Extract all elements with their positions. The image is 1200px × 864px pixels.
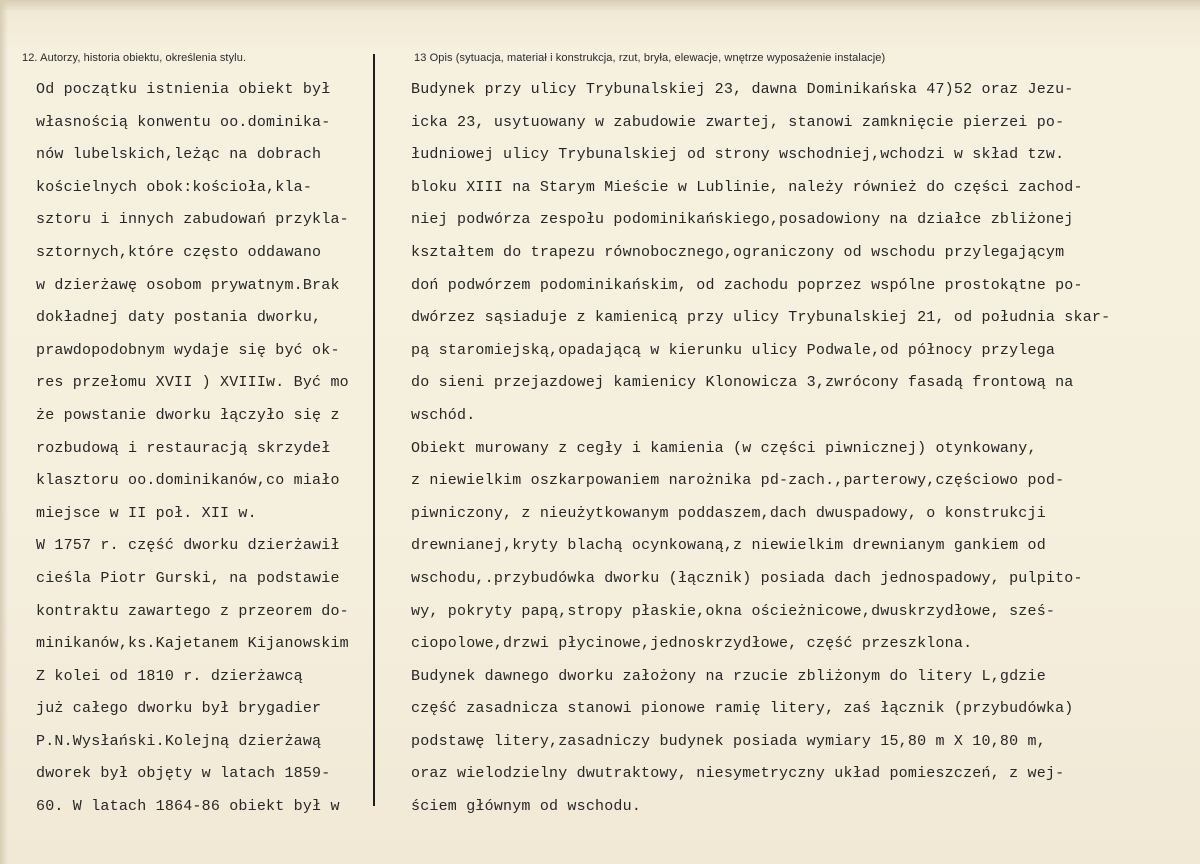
description-text-line: część zasadnicza stanowi pionowe ramię litery, zaś łącznik (przybudówka) [411,700,1074,718]
history-text-line: miejsce w II poł. XII w. [36,504,257,522]
history-text-line: sztoru i innych zabudowań przykla- [36,211,349,229]
description-text-line: podstawę litery,zasadniczy budynek posiada wymiary 15,80 m X 10,80 m, [411,732,1046,750]
description-text-line: icka 23, usytuowany w zabudowie zwartej, stanowi zamknięcie pierzei po- [411,113,1065,131]
section-13-heading: 13 Opis (sytuacja, materiał i konstrukcja, rzut, bryła, elewacje, wnętrze wyposażenie instalacje) [414,52,886,64]
history-text-line: prawdopodobnym wydaje się być ok- [36,341,340,359]
description-text-line: piwniczony, z nieużytkowanym poddaszem,dach dwuspadowy, o konstrukcji [411,504,1046,522]
description-text-line: z niewielkim oszkarpowaniem narożnika pd-zach.,parterowy,częściowo pod- [411,472,1065,490]
description-text-line: bloku XIII na Starym Mieście w Lublinie, należy również do części zachod- [411,178,1083,196]
history-text-line: P.N.Wysłański.Kolejną dzierżawą [36,732,322,750]
description-text-line: pą staromiejską,opadającą w kierunku ulicy Podwale,od północy przylega [411,341,1056,359]
description-text-line: drewnianej,kryty blachą ocynkowaną,z niewielkim drewnianym gankiem od [411,537,1046,555]
history-text-line: W 1757 r. część dworku dzierżawił [36,537,340,555]
description-text-line: niej podwórza zespołu podominikańskiego,posadowiony na działce zbliżonej [411,211,1074,229]
history-text-line: w dzierżawę osobom prywatnym.Brak [36,276,340,294]
description-text-line: wschodu,.przybudówka dworku (łącznik) posiada dach jednospadowy, pulpito- [411,569,1083,587]
description-text-line: doń podwórzem podominikańskim, od zachodu poprzez wspólne prostokątne po- [411,276,1083,294]
history-text-line: minikanów,ks.Kajetanem Kijanowskim [36,635,349,653]
history-text-line: kontraktu zawartego z przeorem do- [36,602,349,620]
history-text-line: własnością konwentu oo.dominika- [36,113,331,131]
paper-left-edge [0,0,8,864]
section-12-heading: 12. Autorzy, historia obiektu, określenia stylu. [22,52,247,64]
description-text-line: łudniowej ulicy Trybunalskiej od strony wschodniej,wchodzi w skład tzw. [411,146,1065,164]
history-text-line: res przełomu XVII ) XVIIIw. Być mo [36,374,349,392]
column-divider [373,54,375,806]
description-text-line: kształtem do trapezu równobocznego,ograniczony od wschodu przylegającym [411,243,1065,261]
history-text-line: że powstanie dworku łączyło się z [36,406,340,424]
description-column [411,74,1181,824]
history-text-line: 60. W latach 1864-86 obiekt był w [36,798,340,816]
description-text-line: ściem głównym od wschodu. [411,798,642,816]
history-text-line: cieśla Piotr Gurski, na podstawie [36,569,340,587]
history-text-line: Od początku istnienia obiekt był [36,81,331,98]
description-text-line: ciopolowe,drzwi płycinowe,jednoskrzydłowe, część przeszklona. [411,635,973,653]
description-text-line: dwórzez sąsiaduje z kamienicą przy ulicy Trybunalskiej 21, od południa skar- [411,309,1111,327]
description-text-line: wy, pokryty papą,stropy płaskie,okna ościeżnicowe,dwuskrzydłowe, sześ- [411,602,1056,620]
description-text-line: do sieni przejazdowej kamienicy Klonowicza 3,zwrócony fasadą frontową na [411,374,1074,392]
history-text-line: nów lubelskich,leżąc na dobrach [36,146,322,164]
history-text-line: rozbudową i restauracją skrzydeł [36,439,331,457]
history-column [36,74,372,824]
history-text-line: dworek był objęty w latach 1859- [36,765,331,783]
history-text-line: dokładnej daty postania dworku, [36,309,322,327]
history-text-line: sztornych,które często oddawano [36,243,322,261]
description-text-line: Obiekt murowany z cegły i kamienia (w części piwnicznej) otynkowany, [411,439,1037,457]
history-text-line: kościelnych obok:kościoła,kla- [36,178,313,196]
history-text-line: Z kolei od 1810 r. dzierżawcą [36,667,303,685]
description-text-line: oraz wielodzielny dwutraktowy, niesymetryczny układ pomieszczeń, z wej- [411,765,1065,783]
description-text-line: wschód. [411,406,476,424]
description-text-line: Budynek dawnego dworku założony na rzucie zbliżonym do litery L,gdzie [411,667,1046,685]
description-text-line: Budynek przy ulicy Trybunalskiej 23, dawna Dominikańska 47)52 oraz Jezu- [411,81,1074,98]
history-text-line: już całego dworku był brygadier [36,700,322,718]
paper-top-edge [0,0,1200,10]
history-text-line: klasztoru oo.dominikanów,co miało [36,472,340,490]
